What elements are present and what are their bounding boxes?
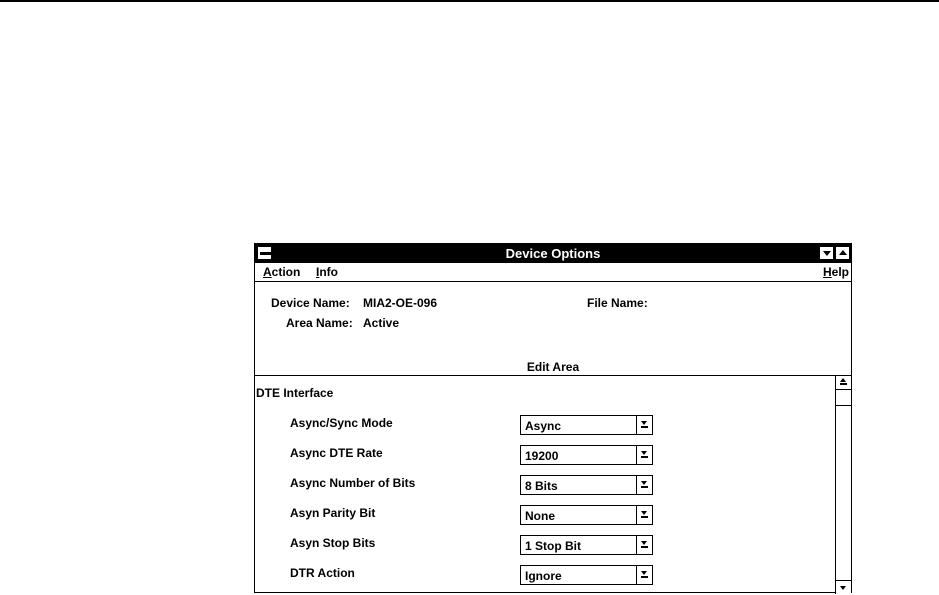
dropdown-arrow-icon[interactable] — [636, 446, 652, 464]
menu-action[interactable]: Action — [263, 265, 301, 279]
asyn-parity-bit-select[interactable] — [520, 505, 653, 525]
option-label-asyn-stop-bits: Asyn Stop Bits — [290, 536, 376, 550]
asyn-stop-bits-select[interactable] — [520, 535, 653, 555]
option-label-async-dte-rate: Async DTE Rate — [290, 446, 383, 460]
dropdown-arrow-icon[interactable] — [636, 566, 652, 584]
menu-bar — [255, 263, 851, 282]
asyn-stop-bits-value: 1 Stop Bit — [525, 539, 581, 553]
dropdown-arrow-icon[interactable] — [636, 476, 652, 494]
async-number-of-bits-value: 8 Bits — [525, 479, 558, 493]
menu-help[interactable]: Help — [822, 265, 849, 279]
device-name-label: Device Name: — [271, 296, 350, 310]
scroll-up-icon — [840, 378, 846, 382]
title-bar[interactable] — [255, 244, 851, 263]
asyn-parity-bit-value: None — [525, 509, 555, 523]
async-sync-mode-value: Async — [525, 419, 562, 433]
async-dte-rate-value: 19200 — [525, 449, 559, 463]
minimize-icon — [823, 251, 831, 256]
option-label-dtr-action: DTR Action — [290, 566, 355, 580]
async-number-of-bits-select[interactable] — [520, 475, 653, 495]
file-name-label: File Name: — [587, 296, 648, 310]
minimize-button[interactable] — [819, 246, 834, 260]
dropdown-arrow-icon[interactable] — [636, 506, 652, 524]
device-name-value: MIA2-OE-096 — [363, 296, 438, 310]
option-label-async-sync-mode: Async/Sync Mode — [290, 416, 393, 430]
dtr-action-value: Ignore — [525, 569, 562, 583]
async-dte-rate-select[interactable] — [520, 445, 653, 465]
scroll-down-button[interactable] — [836, 580, 851, 594]
option-label-asyn-parity-bit: Asyn Parity Bit — [290, 506, 376, 520]
option-label-async-number-of-bits: Async Number of Bits — [290, 476, 416, 490]
area-name-label: Area Name: — [286, 316, 353, 330]
area-name-value: Active — [363, 316, 400, 330]
scroll-up-button[interactable] — [836, 376, 851, 390]
scroll-down-icon — [840, 586, 846, 590]
page-top-rule — [0, 0, 939, 2]
dropdown-arrow-icon[interactable] — [636, 416, 652, 434]
maximize-icon — [839, 250, 847, 255]
async-sync-mode-select[interactable] — [520, 415, 653, 435]
maximize-button[interactable] — [835, 246, 850, 260]
edit-area-title: Edit Area — [526, 360, 580, 374]
edit-area-panel — [255, 375, 851, 595]
device-options-window — [254, 243, 852, 593]
dropdown-arrow-icon[interactable] — [636, 536, 652, 554]
scrollbar-thumb[interactable] — [836, 390, 851, 406]
scroll-up-bar — [840, 383, 847, 385]
window-title: Device Options — [505, 246, 601, 261]
menu-info[interactable]: Info — [316, 265, 338, 279]
dtr-action-select[interactable] — [520, 565, 653, 585]
section-heading-dte-interface: DTE Interface — [256, 386, 334, 400]
vertical-scrollbar[interactable] — [835, 376, 851, 594]
